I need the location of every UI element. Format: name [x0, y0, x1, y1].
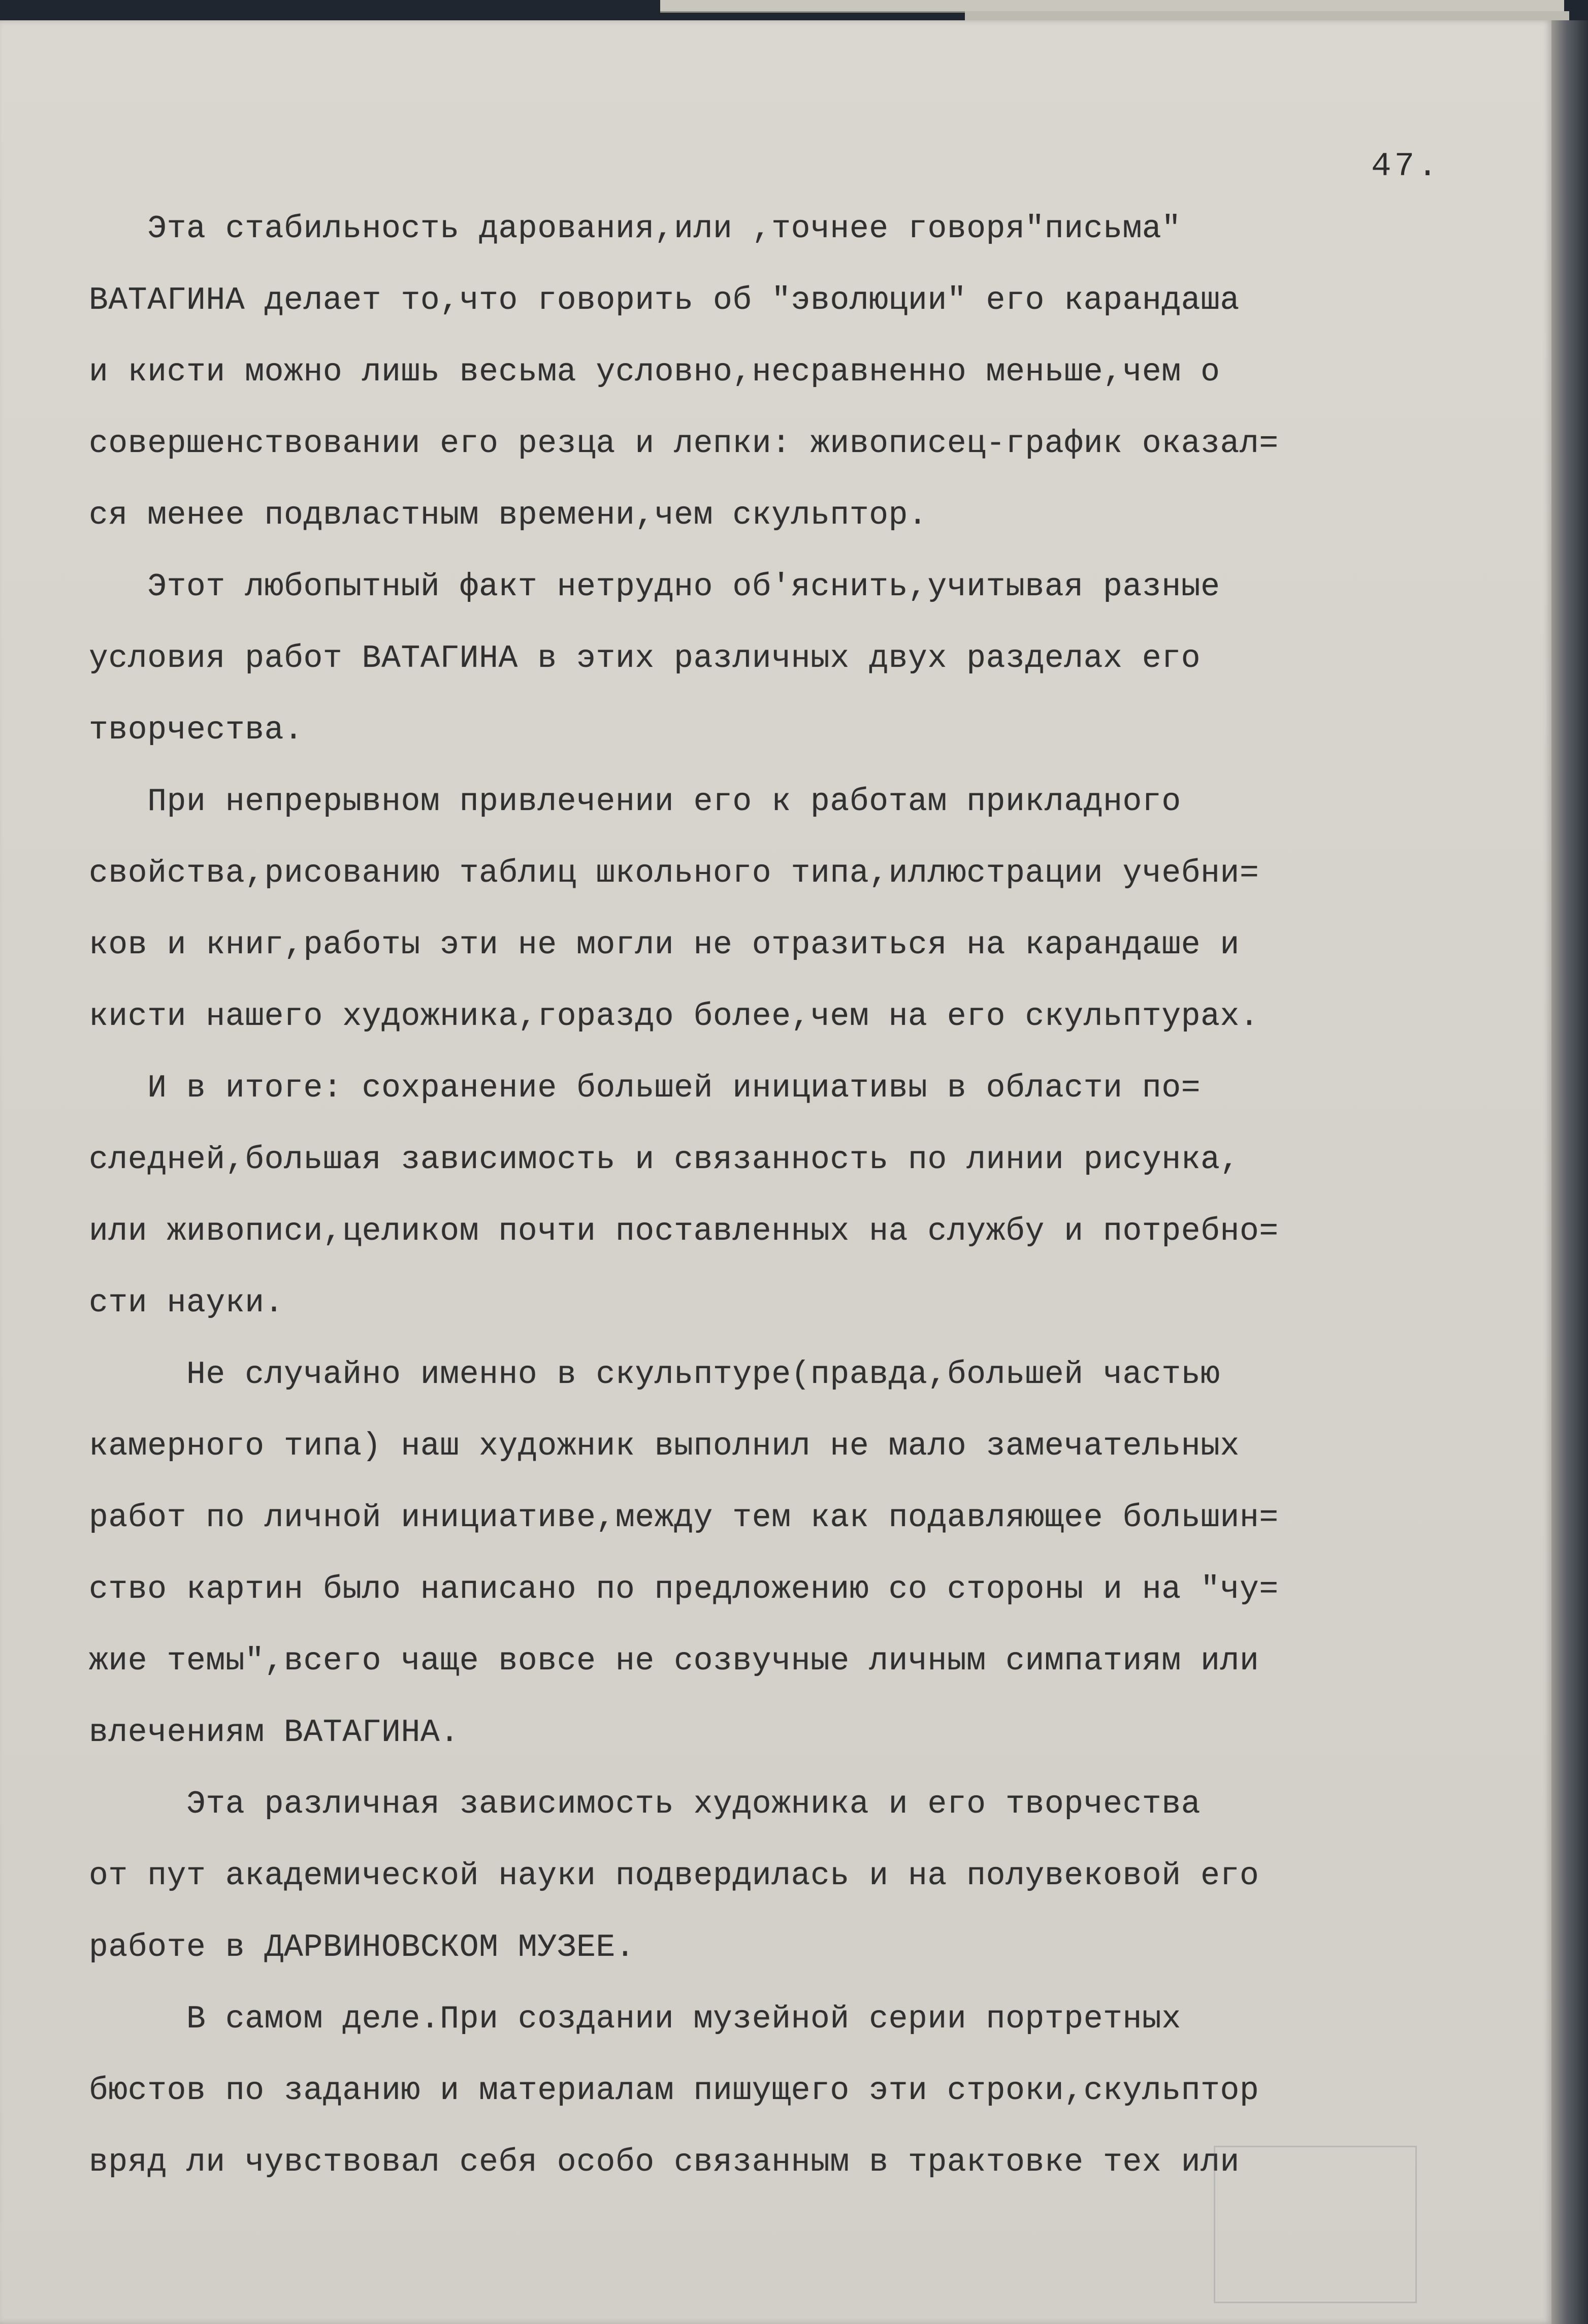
text-line: При непрерывном привлечении его к работам прикладного [89, 784, 1181, 820]
text-line: ВАТАГИНА делает то,что говорить об "эволюции" его карандаша [89, 282, 1240, 318]
text-line: бюстов по заданию и материалам пишущего эти строки,скульптор [89, 2073, 1259, 2109]
text-line: совершенствовании его резца и лепки: живописец-график оказал= [89, 426, 1279, 462]
text-line: Эта стабильность дарования,или ,точнее говоря"письма" [89, 211, 1181, 247]
binding-edge [1551, 20, 1588, 2324]
text-line: условия работ ВАТАГИНА в этих различных двух разделах его [89, 640, 1201, 676]
text-line: или живописи,целиком почти поставленных на службу и потребно= [89, 1213, 1279, 1249]
text-line: свойства,рисованию таблиц школьного типа,иллюстрации учебни= [89, 855, 1259, 891]
text-line: влечениям ВАТАГИНА. [89, 1715, 460, 1751]
text-line: кисти нашего художника,гораздо более,чем на его скульптурах. [89, 998, 1259, 1035]
text-line: ков и книг,работы эти не могли не отразиться на карандаше и [89, 927, 1240, 963]
text-line: сти науки. [89, 1285, 284, 1321]
text-line: В самом деле.При создании музейной серии портретных [89, 2001, 1181, 2037]
page-number: 47. [1371, 147, 1441, 185]
archive-stamp [1214, 2146, 1417, 2303]
text-line: камерного типа) наш художник выполнил не мало замечательных [89, 1428, 1240, 1464]
text-line: работ по личной инициативе,между тем как подавляющее большин= [89, 1500, 1279, 1536]
text-line: ся менее подвластным времени,чем скульптор. [89, 497, 928, 533]
text-line: от пут академической науки подвердилась и на полувековой его [89, 1858, 1259, 1894]
text-line: следней,большая зависимость и связанность по линии рисунка, [89, 1142, 1240, 1178]
text-line: работе в ДАРВИНОВСКОМ МУЗЕЕ. [89, 1929, 635, 1965]
document-body [89, 193, 1460, 2198]
text-line: жие темы",всего чаще вовсе не созвучные личным симпатиям или [89, 1643, 1259, 1679]
text-line: ство картин было написано по предложению со стороны и на "чу= [89, 1571, 1279, 1607]
text-line: И в итоге: сохранение большей инициативы в области по= [89, 1070, 1201, 1106]
text-line: вряд ли чувствовал себя особо связанным в трактовке тех или [89, 2144, 1240, 2180]
text-line: Этот любопытный факт нетрудно об'яснить,учитывая разные [89, 569, 1220, 605]
text-line: и кисти можно лишь весьма условно,несравненно меньше,чем о [89, 354, 1220, 390]
text-line: Эта различная зависимость художника и его творчества [89, 1786, 1201, 1822]
text-line: Не случайно именно в скульптуре(правда,большей частью [89, 1357, 1220, 1393]
text-line: творчества. [89, 712, 304, 748]
